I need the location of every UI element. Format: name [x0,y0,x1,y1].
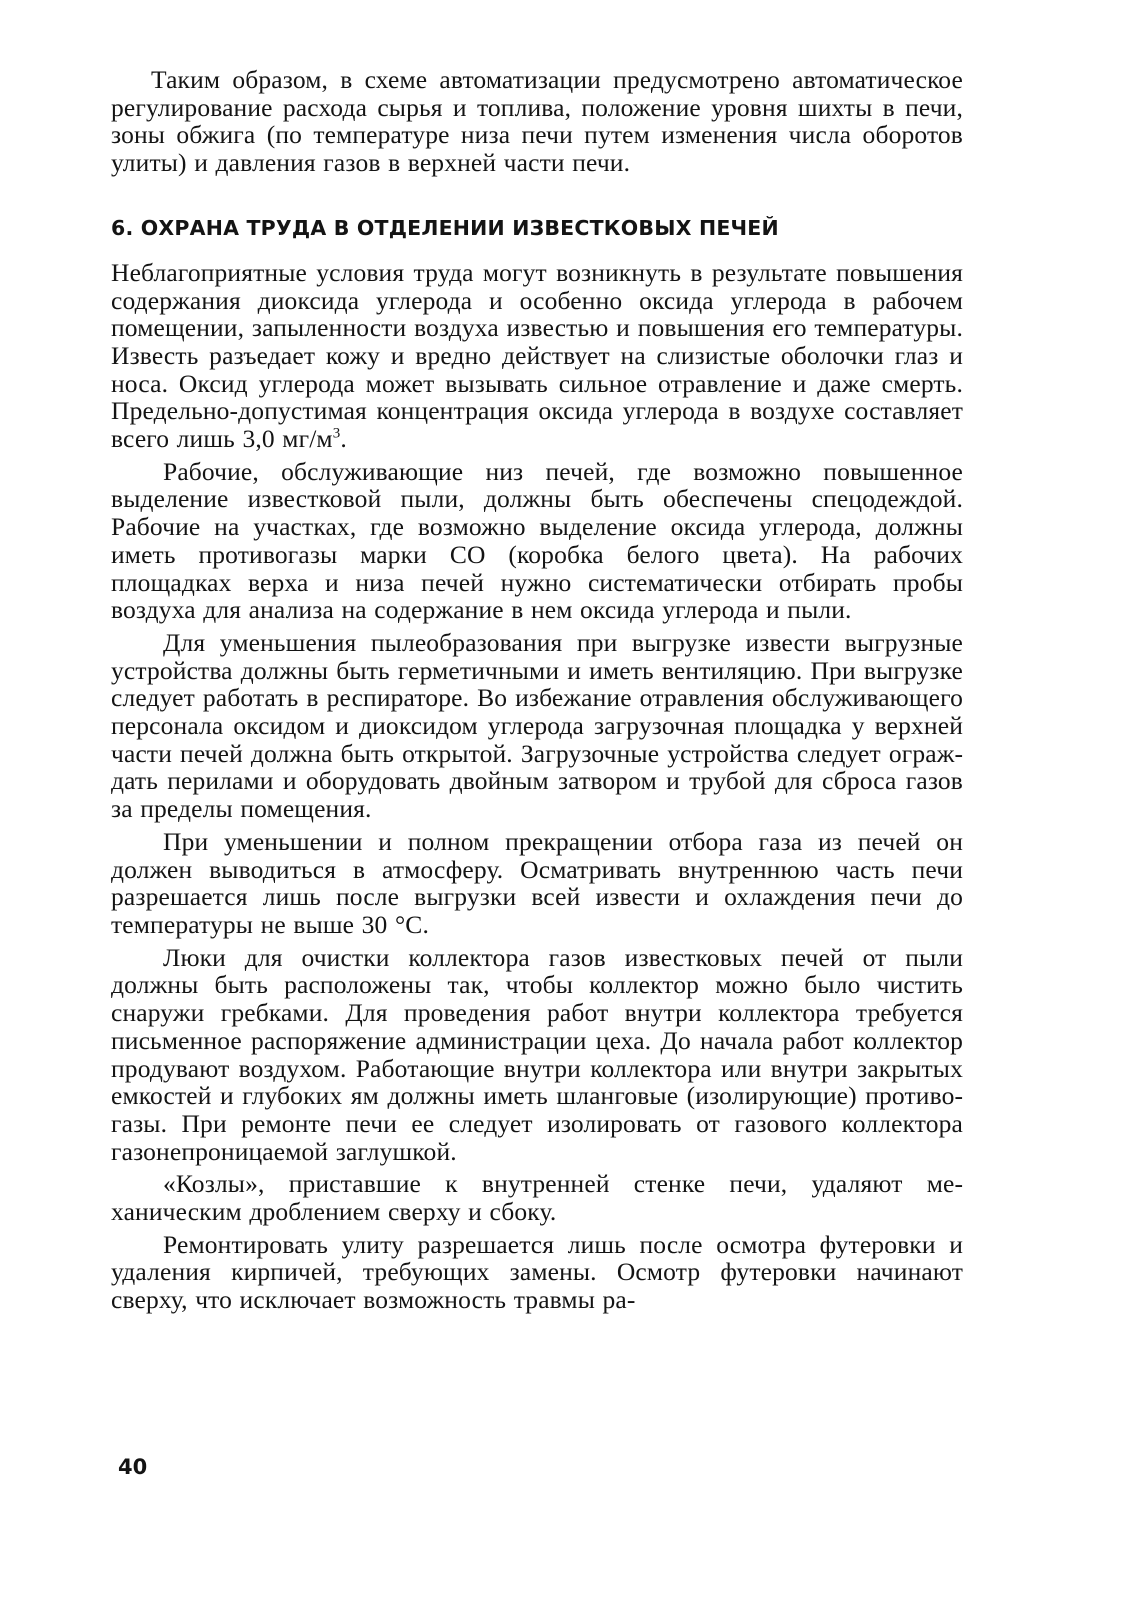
paragraph-working-conditions-end: . [340,424,347,454]
paragraph-collector-cleaning: Люки для очистки коллектора газов известковых печей от пыли должны быть расположены так, чтобы коллектор можно было чистить снаружи гребками. Для проведения работ внутри коллектора требуется письменное распоряжение администрации цеха. До начала работ коллектор продувают воздухом. Работающие внутри коллектора или внутри закрытых емкостей и глубоких ям должны иметь шланговые (изолирующие) противогазы. При ремонте печи ее следует изолировать от газового коллектора газонепроницаемой заглушкой. [111,942,963,1166]
paragraph-dust-reduction: Для уменьшения пылеобразования при выгрузке извести выгрузные устройства должны быть герметичными и иметь вентиляцию. При выгрузке следует работать в респираторе. Во избежание отравления обслуживающего персонала оксидом и диоксидом углерода загрузочная площадка у верхней части печей должна быть открытой. Загрузочные устройства следует ограждать перилами и оборудовать двойным затвором и трубой для сброса газов за пределы помещения. [111,627,963,824]
paragraph-gas-release: При уменьшении и полном прекращении отбора газа из печей он должен выводиться в атмосферу. Осматривать внутреннюю часть печи разрешается лишь после выгрузки всей извести и охлаждения печи до температуры не выше 30 °С. [111,826,963,939]
cubic-superscript: 3 [332,425,341,442]
page-body [111,66,963,1586]
paragraph-kozly: «Козлы», приставшие к внутренней стенке печи, удаляют механическим дроблением сверху и сбоку. [111,1169,963,1227]
intro-paragraph: Таким образом, в схеме автоматизации предусмотрено автоматическое регулирование расхода сырья и топлива, положение уровня шихты в печи, зоны обжига (по температуре низа печи путем изменения числа оборотов улиты) и давления газов в верхней части печи. [111,65,963,178]
page-number: 40 [118,1455,148,1479]
paragraph-repair: Ремонтировать улиту разрешается лишь после осмотра футеровки и удаления кирпичей, требующих замены. Осмотр футеровки начинают сверху, что исключает возможность травмы ра- [111,1229,963,1315]
paragraph-working-conditions [111,259,963,453]
paragraph-workwear: Рабочие, обслуживающие низ печей, где возможно повышенное выделение известковой пыли, должны быть обеспечены спецодеждой. Рабочие на участках, где возможно выделение оксида углерода, должны иметь противогазы марки СО (коробка белого цвета). На рабочих площадках верха и низа печей нужно систематически отбирать пробы воздуха для анализа на содержание в нем оксида углерода и пыли. [111,456,963,625]
section-heading: 6. ОХРАНА ТРУДА В ОТДЕЛЕНИИ ИЗВЕСТКОВЫХ ПЕЧЕЙ [111,215,779,240]
paragraph-working-conditions-text: Неблагоприятные условия труда могут возникнуть в результате повышения содержания диоксида углерода и особенно оксида углерода в рабочем помещении, запыленности воздуха известью и повышения его температуры. Известь разъедает кожу и вредно действует на слизистые оболочки глаз и носа. Оксид углерода может вызывать сильное отравление и даже смерть. Предельно-допустимая концентрация оксида углерода в воздухе составляет всего лишь 3,0 мг/м [111,257,963,454]
